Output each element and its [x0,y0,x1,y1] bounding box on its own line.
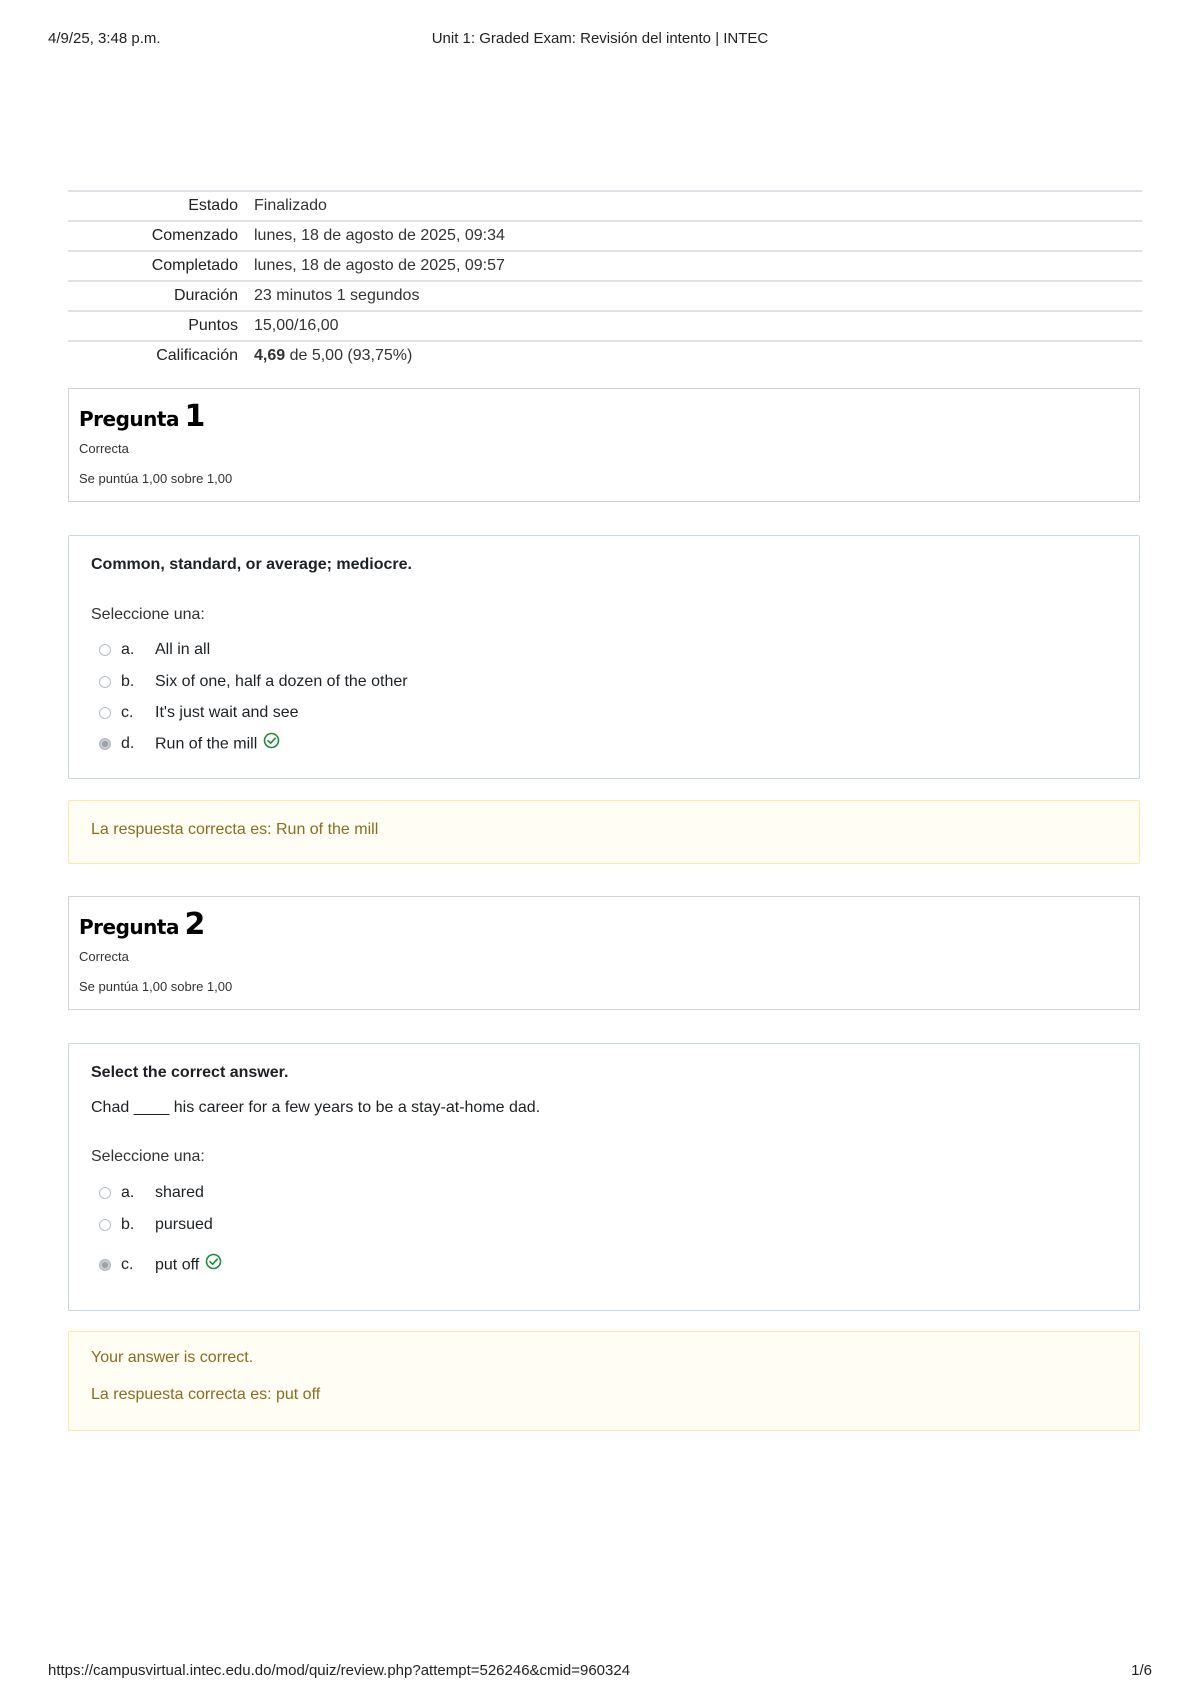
radio-button[interactable] [99,644,111,656]
summary-value: lunes, 18 de agosto de 2025, 09:34 [254,227,505,244]
summary-value [246,341,1142,370]
summary-value: 15,00/16,00 [254,317,339,334]
question-formulation-2 [68,1043,1140,1311]
question-number [79,399,205,434]
summary-row [68,221,1142,251]
summary-label: Puntos [188,317,238,334]
question-label: Pregunta [79,915,179,939]
grade-score: 4,69 [254,347,286,364]
radio-button[interactable] [99,1187,111,1199]
option-letter: c. [121,704,134,721]
question-outcome-2 [68,1331,1140,1431]
question-state: Correcta [79,441,129,456]
summary-label: Calificación [156,347,238,364]
question-label: Pregunta [79,407,179,431]
option-letter: c. [121,1256,134,1273]
summary-label: Comenzado [151,227,238,244]
option-text: It's just wait and see [155,704,299,721]
option-text-wrap [155,1256,222,1275]
question-state: Correcta [79,949,129,964]
attempt-summary-table [68,190,1142,370]
option-letter: b. [121,673,135,690]
summary-label: Estado [188,197,238,214]
print-url: https://campusvirtual.intec.edu.do/mod/quiz/review.php?attempt=526246&cmid=960324 [48,1662,631,1679]
print-page-title: Unit 1: Graded Exam: Revisión del intento | INTEC [431,30,769,47]
option-text: Run of the mill [155,735,258,753]
question-grade: Se puntúa 1,00 sobre 1,00 [79,979,233,994]
correct-check-icon [205,1253,222,1275]
radio-button-checked[interactable] [99,1259,111,1271]
question-number [79,907,205,942]
option-letter: d. [121,735,135,752]
option-text: put off [155,1256,200,1274]
question-text: Chad ____ his career for a few years to be a stay-at-home dad. [91,1099,541,1116]
summary-row [68,251,1142,281]
radio-button[interactable] [99,676,111,688]
option-text: All in all [155,641,211,658]
correct-check-icon [263,732,280,754]
print-page-number: 1/6 [1131,1662,1152,1679]
answer-prompt: Seleccione una: [91,606,205,623]
question-instruction: Select the correct answer. [91,1064,289,1081]
summary-label: Completado [151,257,238,274]
summary-row [68,191,1142,221]
correct-answer-feedback: La respuesta correcta es: put off [91,1386,321,1403]
question-formulation-1 [68,535,1140,779]
summary-value: lunes, 18 de agosto de 2025, 09:57 [254,257,505,274]
summary-row [68,311,1142,341]
radio-button-checked[interactable] [99,738,111,750]
summary-row [68,281,1142,311]
question-grade: Se puntúa 1,00 sobre 1,00 [79,471,233,486]
option-letter: b. [121,1216,135,1233]
radio-button[interactable] [99,1219,111,1231]
option-text: pursued [155,1216,213,1233]
question-info-2 [68,896,1140,1010]
correct-answer-feedback: La respuesta correcta es: Run of the mill [91,821,379,838]
summary-value: Finalizado [254,197,327,214]
option-text: Six of one, half a dozen of the other [155,673,408,690]
summary-label: Duración [173,287,238,304]
summary-row [68,341,1142,370]
option-letter: a. [121,1184,135,1201]
option-letter: a. [121,641,135,658]
answer-prompt: Seleccione una: [91,1148,205,1165]
question-number-value: 2 [184,907,206,942]
question-text: Common, standard, or average; mediocre. [91,556,412,573]
radio-button[interactable] [99,707,111,719]
print-datetime: 4/9/25, 3:48 p.m. [48,30,161,47]
option-text-wrap [155,735,280,754]
grade-detail: de 5,00 (93,75%) [285,347,413,364]
option-text: shared [155,1184,204,1201]
specific-feedback: Your answer is correct. [91,1349,254,1366]
summary-value: 23 minutos 1 segundos [254,287,420,304]
print-header [48,30,1152,50]
question-outcome-1 [68,800,1140,864]
question-info-1 [68,388,1140,502]
question-number-value: 1 [184,399,206,434]
